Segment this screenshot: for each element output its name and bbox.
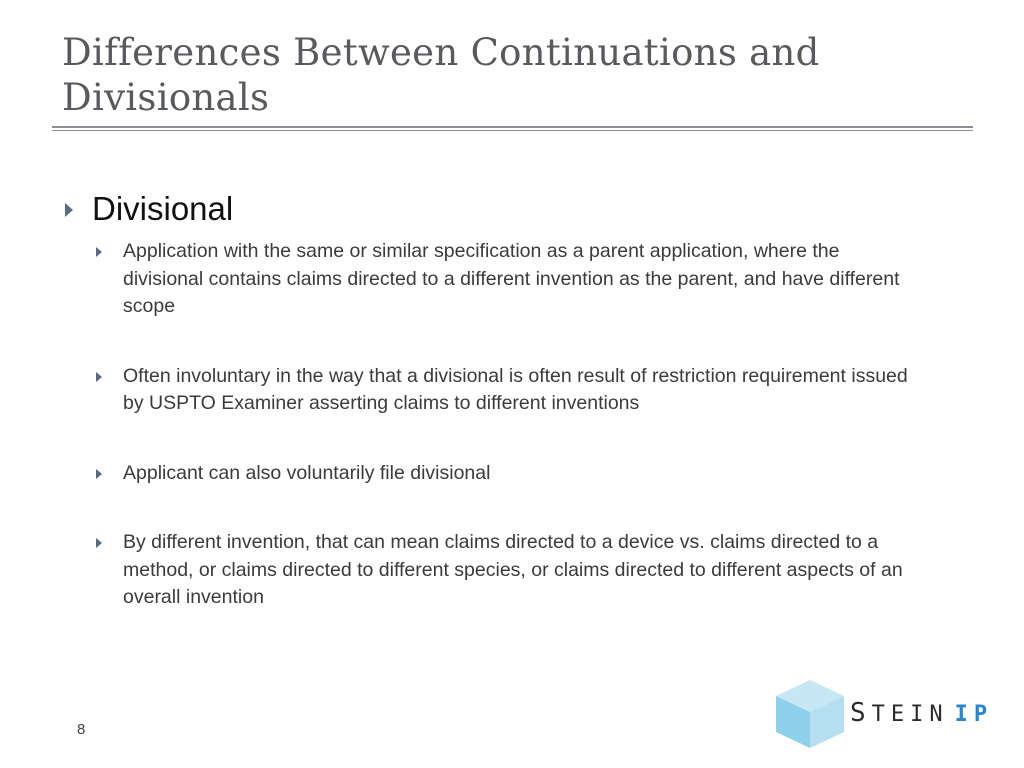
bullet-arrow-icon bbox=[65, 203, 73, 217]
bullet-arrow-icon bbox=[96, 372, 102, 382]
sub-bullet-text: Application with the same or similar specification as a parent application, where the divisional contains claims directed to a different invention as the parent, and have different scope bbox=[123, 240, 900, 317]
sub-bullet bbox=[93, 529, 923, 612]
bullet-arrow-icon bbox=[96, 247, 102, 257]
sub-bullet bbox=[93, 363, 923, 418]
sub-bullet bbox=[93, 460, 923, 488]
bullet-arrow-icon bbox=[96, 538, 102, 548]
logo-wordmark: STEIN IP bbox=[850, 698, 994, 728]
bullet-heading: Divisional bbox=[92, 190, 234, 227]
sub-bullet-text: Applicant can also voluntarily file divisional bbox=[123, 461, 491, 484]
cube-icon bbox=[774, 678, 846, 750]
sub-bullet-list bbox=[62, 238, 962, 612]
stein-ip-logo bbox=[774, 678, 994, 750]
sub-bullet-text: Often involuntary in the way that a divisional is often result of restriction requirement issued by USPTO Examiner asserting claims to different inventions bbox=[123, 364, 908, 414]
sub-bullet-text: By different invention, that can mean claims directed to a device vs. claims directed to a method, or claims directed to different species, or claims directed to different aspects of an overall invention bbox=[123, 531, 903, 608]
sub-bullet bbox=[93, 238, 923, 321]
title-divider bbox=[52, 126, 973, 132]
bullet-level1 bbox=[62, 186, 962, 232]
slide-title: Differences Between Continuations and Divisionals bbox=[62, 31, 820, 119]
page-number: 8 bbox=[77, 721, 86, 738]
slide-content bbox=[62, 186, 962, 654]
bullet-arrow-icon bbox=[96, 469, 102, 479]
